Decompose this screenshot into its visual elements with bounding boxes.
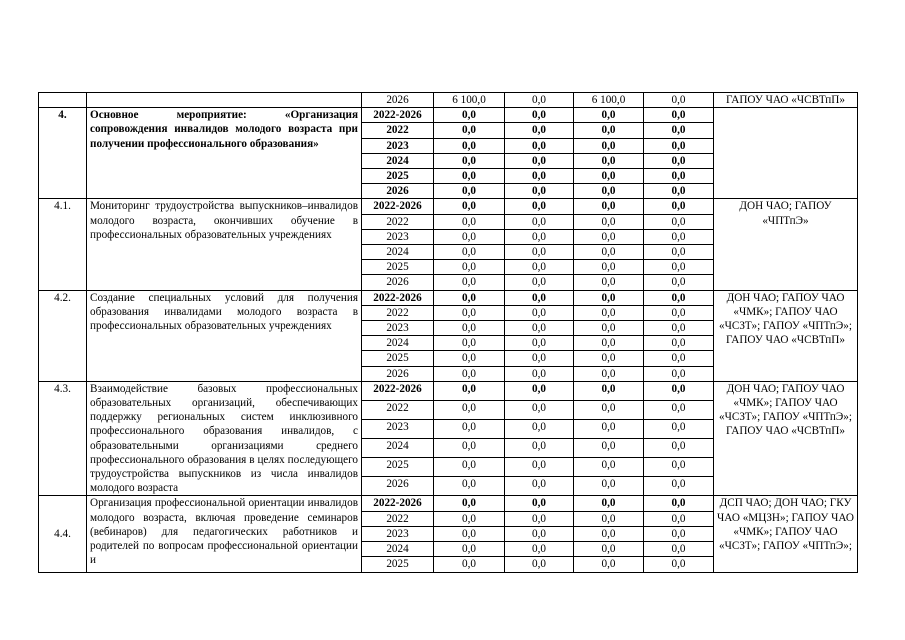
value-cell: 0,0	[505, 108, 574, 123]
value-cell: 0,0	[574, 542, 644, 557]
value-cell: 0,0	[505, 214, 574, 229]
value-cell: 0,0	[574, 108, 644, 123]
value-cell: 0,0	[434, 169, 505, 184]
value-cell: 0,0	[505, 439, 574, 458]
year-cell: 2022-2026	[362, 108, 434, 123]
year-cell: 2023	[362, 420, 434, 439]
year-cell: 2022-2026	[362, 290, 434, 305]
value-cell: 0,0	[505, 199, 574, 214]
year-cell: 2025	[362, 169, 434, 184]
value-cell: 0,0	[574, 557, 644, 572]
section-number: 4.3.	[39, 381, 87, 496]
value-cell: 0,0	[644, 199, 714, 214]
executor-cell: ДОН ЧАО; ГАПОУ «ЧПТпЭ»	[714, 199, 858, 290]
value-cell: 0,0	[644, 169, 714, 184]
value-cell: 0,0	[574, 420, 644, 439]
value-cell: 0,0	[505, 381, 574, 400]
value-cell: 0,0	[505, 400, 574, 419]
value-cell: 0,0	[574, 260, 644, 275]
value-cell: 0,0	[574, 381, 644, 400]
value-cell: 0,0	[434, 199, 505, 214]
value-cell: 0,0	[574, 321, 644, 336]
value-cell: 0,0	[644, 366, 714, 381]
value-cell: 0,0	[574, 351, 644, 366]
year-cell: 2023	[362, 229, 434, 244]
year-cell: 2025	[362, 260, 434, 275]
section-number: 4.2.	[39, 290, 87, 381]
row-description	[87, 93, 362, 108]
value-cell: 0,0	[644, 557, 714, 572]
value-cell: 0,0	[644, 526, 714, 541]
value-cell: 0,0	[434, 511, 505, 526]
executor-cell: ДОН ЧАО; ГАПОУ ЧАО «ЧМК»; ГАПОУ ЧАО «ЧСЗТ»; ГАПОУ «ЧПТпЭ»; ГАПОУ ЧАО «ЧСВТпП»	[714, 381, 858, 496]
value-cell: 0,0	[505, 260, 574, 275]
year-cell: 2023	[362, 138, 434, 153]
value-cell: 0,0	[434, 458, 505, 477]
value-cell: 0,0	[505, 275, 574, 290]
value-cell: 0,0	[434, 496, 505, 511]
value-cell: 0,0	[505, 229, 574, 244]
value-cell: 0,0	[574, 214, 644, 229]
value-cell: 0,0	[574, 458, 644, 477]
value-cell: 0,0	[505, 245, 574, 260]
value-cell: 0,0	[644, 229, 714, 244]
year-cell: 2024	[362, 542, 434, 557]
year-cell: 2025	[362, 557, 434, 572]
value-cell: 0,0	[434, 336, 505, 351]
value-cell: 0,0	[644, 351, 714, 366]
value-cell: 0,0	[644, 138, 714, 153]
year-cell: 2022-2026	[362, 199, 434, 214]
value-cell: 0,0	[574, 511, 644, 526]
value-cell: 0,0	[644, 275, 714, 290]
value-cell: 0,0	[574, 290, 644, 305]
value-cell: 0,0	[434, 526, 505, 541]
value-cell: 0,0	[505, 557, 574, 572]
value-cell: 0,0	[505, 153, 574, 168]
year-cell: 2022	[362, 123, 434, 138]
year-cell: 2026	[362, 275, 434, 290]
value-cell: 0,0	[434, 214, 505, 229]
year-cell: 2022-2026	[362, 381, 434, 400]
value-cell: 0,0	[644, 420, 714, 439]
year-cell: 2023	[362, 526, 434, 541]
value-cell: 0,0	[574, 275, 644, 290]
section-title: Мониторинг трудоустройства выпускников–инвалидов молодого возраста, окончивших обучение в профессиональных образовательных учреждениях	[87, 199, 362, 290]
value-cell: 0,0	[574, 477, 644, 496]
section-number: 4.1.	[39, 199, 87, 290]
value-cell: 0,0	[644, 184, 714, 199]
value-cell: 0,0	[434, 400, 505, 419]
year-cell: 2024	[362, 336, 434, 351]
value-cell: 0,0	[505, 351, 574, 366]
value-cell: 6 100,0	[434, 93, 505, 108]
year-cell: 2022	[362, 305, 434, 320]
value-cell: 0,0	[644, 496, 714, 511]
value-cell: 0,0	[505, 542, 574, 557]
value-cell: 0,0	[574, 199, 644, 214]
value-cell: 0,0	[574, 184, 644, 199]
year-cell: 2026	[362, 477, 434, 496]
value-cell: 0,0	[574, 526, 644, 541]
value-cell: 0,0	[505, 184, 574, 199]
value-cell: 0,0	[505, 526, 574, 541]
value-cell: 0,0	[644, 108, 714, 123]
value-cell: 0,0	[574, 439, 644, 458]
value-cell: 0,0	[434, 153, 505, 168]
value-cell: 0,0	[434, 290, 505, 305]
value-cell: 0,0	[434, 351, 505, 366]
value-cell: 0,0	[574, 366, 644, 381]
value-cell: 0,0	[434, 260, 505, 275]
value-cell: 0,0	[644, 336, 714, 351]
year-cell: 2026	[362, 93, 434, 108]
section-number: 4.4.	[39, 496, 87, 572]
value-cell: 0,0	[644, 439, 714, 458]
section-title: Организация профессиональной ориентации инвалидов молодого возраста, включая проведение семинаров (вебинаров) для педагогических работников и родителей по вопросам профессиональной ориентации и	[87, 496, 362, 572]
value-cell: 0,0	[505, 290, 574, 305]
value-cell: 0,0	[644, 321, 714, 336]
value-cell: 0,0	[644, 93, 714, 108]
executor-cell: ДОН ЧАО; ГАПОУ ЧАО «ЧМК»; ГАПОУ ЧАО «ЧСЗТ»; ГАПОУ «ЧПТпЭ»; ГАПОУ ЧАО «ЧСВТпП»	[714, 290, 858, 381]
value-cell: 0,0	[505, 123, 574, 138]
value-cell: 0,0	[434, 229, 505, 244]
section-number: 4.	[39, 108, 87, 199]
value-cell: 0,0	[505, 93, 574, 108]
table-row	[39, 93, 858, 108]
value-cell: 0,0	[434, 557, 505, 572]
value-cell: 0,0	[574, 169, 644, 184]
value-cell: 0,0	[434, 184, 505, 199]
value-cell: 0,0	[574, 245, 644, 260]
row-number	[39, 93, 87, 108]
value-cell: 0,0	[505, 420, 574, 439]
value-cell: 0,0	[505, 477, 574, 496]
value-cell: 0,0	[574, 153, 644, 168]
program-table	[38, 92, 858, 573]
value-cell: 0,0	[505, 458, 574, 477]
section-title: Взаимодействие базовых профессиональных образовательных организаций, обеспечивающих поддержку региональных систем инклюзивного профессионального образования инвалидов, с образовательными организациями среднего профессионального образования в целях последующего трудоустройства выпускников из числа инвалидов молодого возраста	[87, 381, 362, 496]
value-cell: 0,0	[505, 496, 574, 511]
section-title: Создание специальных условий для получения образования инвалидами молодого возраста в профессиональных образовательных учреждениях	[87, 290, 362, 381]
value-cell: 0,0	[644, 123, 714, 138]
value-cell: 0,0	[434, 477, 505, 496]
value-cell: 0,0	[644, 511, 714, 526]
value-cell: 0,0	[574, 305, 644, 320]
value-cell: 0,0	[644, 458, 714, 477]
value-cell: 0,0	[434, 366, 505, 381]
section-title: Основное мероприятие: «Организация сопровождения инвалидов молодого возраста при получении профессионального образования»	[87, 108, 362, 199]
value-cell: 0,0	[434, 542, 505, 557]
year-cell: 2022	[362, 511, 434, 526]
year-cell: 2023	[362, 321, 434, 336]
value-cell: 0,0	[434, 275, 505, 290]
year-cell: 2025	[362, 458, 434, 477]
year-cell: 2024	[362, 153, 434, 168]
value-cell: 0,0	[644, 542, 714, 557]
value-cell: 0,0	[644, 305, 714, 320]
value-cell: 0,0	[434, 321, 505, 336]
value-cell: 0,0	[644, 153, 714, 168]
value-cell: 0,0	[434, 439, 505, 458]
value-cell: 0,0	[505, 366, 574, 381]
value-cell: 0,0	[434, 108, 505, 123]
year-cell: 2026	[362, 366, 434, 381]
executor-cell: ДСП ЧАО; ДОН ЧАО; ГКУ ЧАО «МЦЗН»; ГАПОУ ЧАО «ЧМК»; ГАПОУ ЧАО «ЧСЗТ»; ГАПОУ «ЧПТпЭ»;	[714, 496, 858, 572]
value-cell: 0,0	[505, 305, 574, 320]
value-cell: 0,0	[574, 496, 644, 511]
value-cell: 0,0	[505, 336, 574, 351]
value-cell: 0,0	[644, 260, 714, 275]
value-cell: 0,0	[644, 477, 714, 496]
value-cell: 0,0	[644, 381, 714, 400]
value-cell: 0,0	[644, 400, 714, 419]
value-cell: 0,0	[574, 229, 644, 244]
year-cell: 2024	[362, 439, 434, 458]
year-cell: 2022	[362, 214, 434, 229]
value-cell: 0,0	[574, 123, 644, 138]
year-cell: 2026	[362, 184, 434, 199]
value-cell: 0,0	[505, 138, 574, 153]
value-cell: 0,0	[505, 321, 574, 336]
value-cell: 0,0	[644, 214, 714, 229]
value-cell: 0,0	[574, 336, 644, 351]
value-cell: 0,0	[434, 138, 505, 153]
value-cell: 0,0	[434, 420, 505, 439]
value-cell: 6 100,0	[574, 93, 644, 108]
table-row	[39, 290, 858, 305]
table-row	[39, 381, 858, 400]
value-cell: 0,0	[644, 245, 714, 260]
year-cell: 2022	[362, 400, 434, 419]
executor-cell	[714, 108, 858, 199]
value-cell: 0,0	[574, 400, 644, 419]
executor-cell: ГАПОУ ЧАО «ЧСВТпП»	[714, 93, 858, 108]
year-cell: 2025	[362, 351, 434, 366]
year-cell: 2022-2026	[362, 496, 434, 511]
value-cell: 0,0	[505, 169, 574, 184]
value-cell: 0,0	[434, 305, 505, 320]
year-cell: 2024	[362, 245, 434, 260]
value-cell: 0,0	[574, 138, 644, 153]
value-cell: 0,0	[644, 290, 714, 305]
table-row	[39, 199, 858, 214]
table-row	[39, 108, 858, 123]
value-cell: 0,0	[434, 245, 505, 260]
value-cell: 0,0	[505, 511, 574, 526]
value-cell: 0,0	[434, 381, 505, 400]
value-cell: 0,0	[434, 123, 505, 138]
table-row	[39, 496, 858, 511]
